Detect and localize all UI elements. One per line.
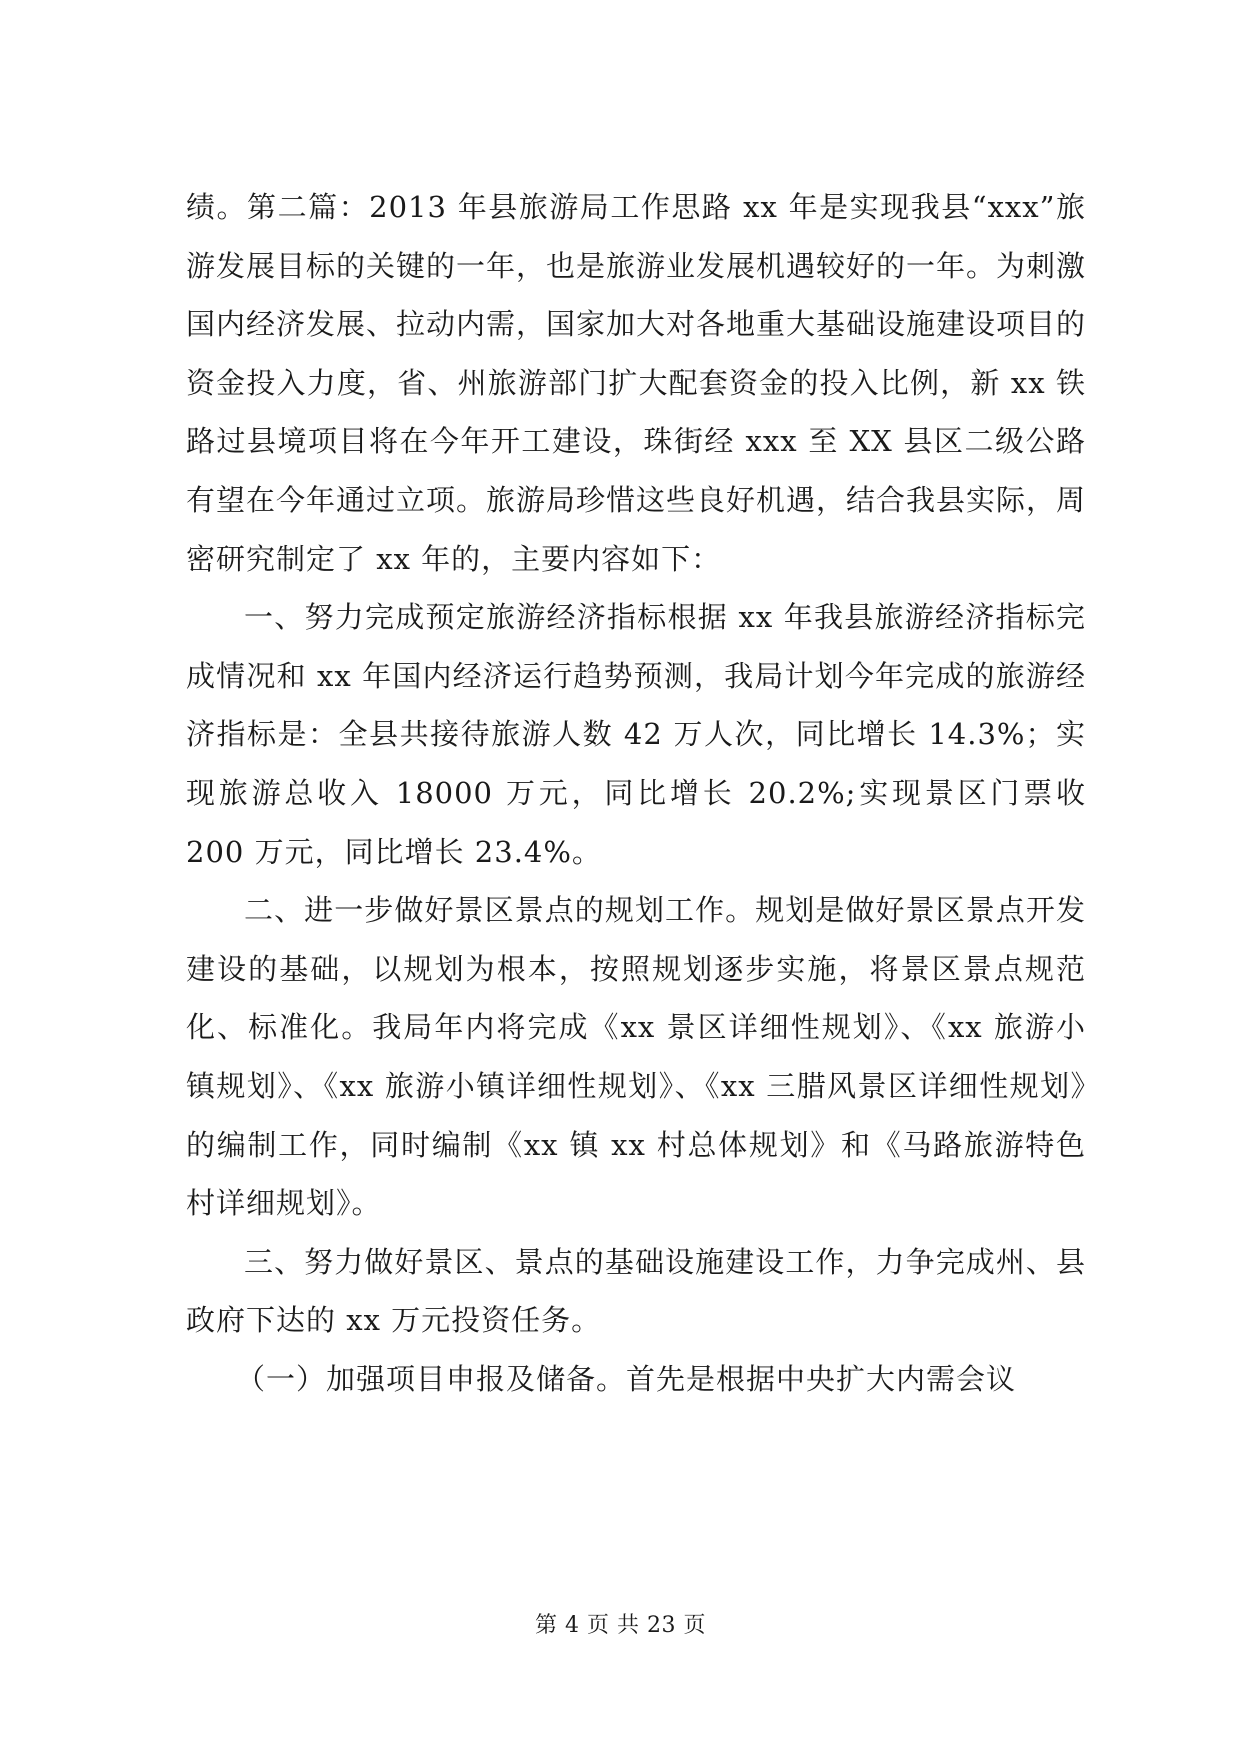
- paragraph-section-two: 二、进一步做好景区景点的规划工作。规划是做好景区景点开发建设的基础，以规划为根本，按照规划逐步实施，将景区景点规范化、标准化。我局年内将完成《xx 景区详细性规划》、《xx 旅游小镇规划》、《xx 旅游小镇详细性规划》、《xx 三腊风景区详细性规划》的编制工作，同时编制《xx 镇 xx 村总体规划》和《马路旅游特色村详细规划》。: [186, 893, 1086, 1221]
- page-number-footer: 第 4 页 共 23 页: [535, 1613, 706, 1638]
- paragraph-section-one: 一、努力完成预定旅游经济指标根据 xx 年我县旅游经济指标完成情况和 xx 年国内经济运行趋势预测，我局计划今年完成的旅游经济指标是：全县共接待旅游人数 42 万人次，同比增长 14.3%；实现旅游总收入 18000 万元，同比增长 20.2%;实现景区门票收 200 万元，同比增长 23.4%。: [186, 600, 1086, 869]
- paragraph-continuation: 绩。第二篇：2013 年县旅游局工作思路 xx 年是实现我县“xxx”旅游发展目标的关键的一年，也是旅游业发展机遇较好的一年。为刺激国内经济发展、拉动内需，国家加大对各地重大基础设施建设项目的资金投入力度，省、州旅游部门扩大配套资金的投入比例，新 xx 铁路过县境项目将在今年开工建设，珠街经 xxx 至 XX 县区二级公路有望在今年通过立项。旅游局珍惜这些良好机遇，结合我县实际，周密研究制定了 xx 年的，主要内容如下：: [186, 190, 1087, 576]
- document-body: [186, 178, 1086, 1408]
- paragraph-subsection-one: （一）加强项目申报及储备。首先是根据中央扩大内需会议: [236, 1361, 1017, 1396]
- paragraph-section-three: 三、努力做好景区、景点的基础设施建设工作，力争完成州、县政府下达的 xx 万元投资任务。: [186, 1244, 1086, 1338]
